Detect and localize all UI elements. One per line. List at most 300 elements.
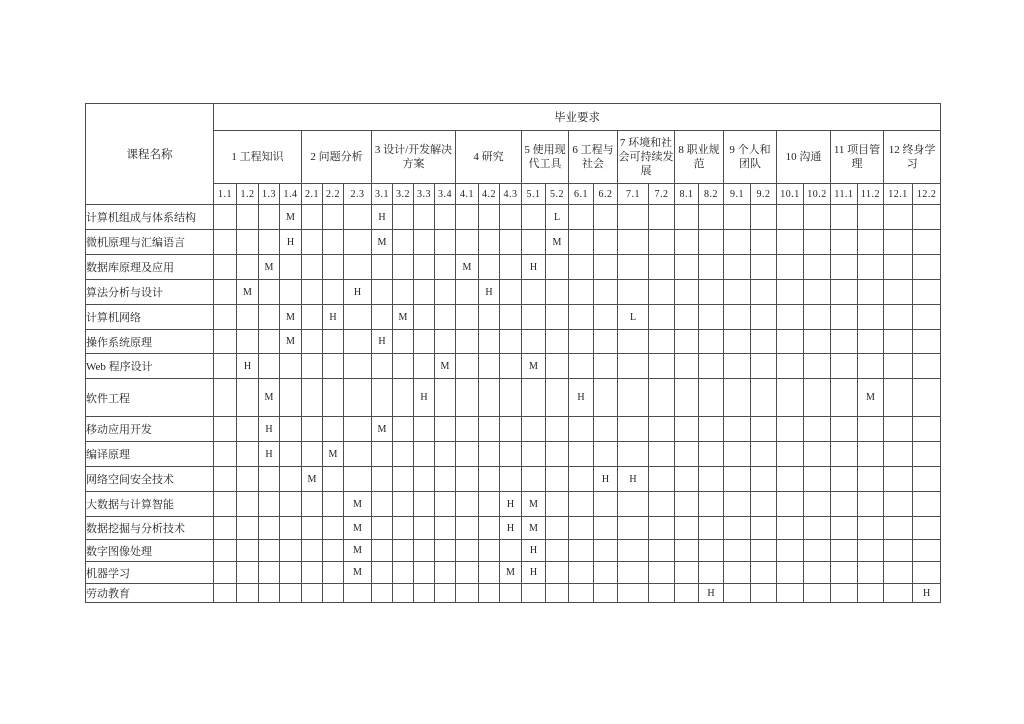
mark-cell-5.1: H (522, 255, 546, 280)
empty-cell-12.2 (913, 417, 941, 442)
empty-cell-9.2 (751, 562, 777, 584)
subcol-header-3.3: 3.3 (414, 184, 435, 205)
subcol-header-2.3: 2.3 (344, 184, 372, 205)
empty-cell-5.2 (546, 330, 569, 354)
empty-cell-10.2 (804, 562, 831, 584)
subcol-header-8.1: 8.1 (675, 184, 699, 205)
empty-cell-5.2 (546, 255, 569, 280)
course-name-cell: 数据库原理及应用 (86, 255, 214, 280)
empty-cell-9.2 (751, 442, 777, 467)
empty-cell-3.4 (435, 255, 456, 280)
empty-cell-2.1 (302, 230, 323, 255)
empty-cell-3.1 (372, 540, 393, 562)
mark-cell-1.3: M (259, 379, 280, 417)
empty-cell-7.2 (649, 442, 675, 467)
group-header-9: 9 个人和团队 (724, 131, 777, 184)
empty-cell-5.2 (546, 280, 569, 305)
empty-cell-3.3 (414, 417, 435, 442)
empty-cell-12.2 (913, 540, 941, 562)
empty-cell-3.3 (414, 584, 435, 603)
group-header-12: 12 终身学习 (884, 131, 941, 184)
empty-cell-9.1 (724, 230, 751, 255)
empty-cell-8.2 (699, 330, 724, 354)
course-requirements-matrix (85, 103, 941, 603)
empty-cell-5.2 (546, 467, 569, 492)
subcol-header-3.2: 3.2 (393, 184, 414, 205)
empty-cell-10.1 (777, 205, 804, 230)
empty-cell-9.2 (751, 305, 777, 330)
subcolumn-header-row (86, 184, 941, 205)
empty-cell-1.2 (237, 205, 259, 230)
table-row (86, 492, 941, 517)
empty-cell-4.2 (479, 562, 500, 584)
group-header-5: 5 使用现代工具 (522, 131, 569, 184)
empty-cell-3.2 (393, 584, 414, 603)
empty-cell-8.1 (675, 330, 699, 354)
empty-cell-6.2 (594, 379, 618, 417)
empty-cell-7.2 (649, 305, 675, 330)
empty-cell-2.1 (302, 255, 323, 280)
empty-cell-2.2 (323, 467, 344, 492)
empty-cell-7.1 (618, 379, 649, 417)
empty-cell-8.2 (699, 417, 724, 442)
subcol-header-9.2: 9.2 (751, 184, 777, 205)
course-name-cell: 数字图像处理 (86, 540, 214, 562)
empty-cell-5.2 (546, 379, 569, 417)
empty-cell-9.2 (751, 354, 777, 379)
empty-cell-10.2 (804, 280, 831, 305)
empty-cell-4.1 (456, 354, 479, 379)
empty-cell-11.1 (831, 280, 858, 305)
empty-cell-4.2 (479, 205, 500, 230)
empty-cell-8.2 (699, 492, 724, 517)
empty-cell-6.1 (569, 230, 594, 255)
empty-cell-7.2 (649, 354, 675, 379)
empty-cell-11.2 (858, 517, 884, 540)
group-header-row (86, 131, 941, 184)
empty-cell-12.1 (884, 230, 913, 255)
empty-cell-3.4 (435, 230, 456, 255)
empty-cell-5.2 (546, 584, 569, 603)
course-name-cell: Web 程序设计 (86, 354, 214, 379)
empty-cell-1.2 (237, 417, 259, 442)
subcol-header-2.2: 2.2 (323, 184, 344, 205)
empty-cell-2.1 (302, 354, 323, 379)
table-row (86, 517, 941, 540)
mark-cell-7.1: L (618, 305, 649, 330)
empty-cell-8.1 (675, 305, 699, 330)
empty-cell-12.2 (913, 280, 941, 305)
mark-cell-5.2: M (546, 230, 569, 255)
subcol-header-10.2: 10.2 (804, 184, 831, 205)
empty-cell-7.1 (618, 230, 649, 255)
empty-cell-8.1 (675, 205, 699, 230)
empty-cell-3.2 (393, 417, 414, 442)
empty-cell-12.1 (884, 280, 913, 305)
empty-cell-1.3 (259, 584, 280, 603)
empty-cell-2.2 (323, 280, 344, 305)
empty-cell-1.1 (214, 205, 237, 230)
empty-cell-2.2 (323, 255, 344, 280)
empty-cell-6.1 (569, 205, 594, 230)
empty-cell-7.2 (649, 467, 675, 492)
mark-cell-4.2: H (479, 280, 500, 305)
empty-cell-3.3 (414, 230, 435, 255)
empty-cell-1.4 (280, 379, 302, 417)
empty-cell-1.4 (280, 517, 302, 540)
mark-cell-3.1: H (372, 330, 393, 354)
empty-cell-9.2 (751, 467, 777, 492)
empty-cell-1.4 (280, 467, 302, 492)
empty-cell-5.1 (522, 584, 546, 603)
subcol-header-10.1: 10.1 (777, 184, 804, 205)
empty-cell-1.4 (280, 442, 302, 467)
subcol-header-1.3: 1.3 (259, 184, 280, 205)
empty-cell-1.3 (259, 230, 280, 255)
empty-cell-5.2 (546, 354, 569, 379)
empty-cell-2.2 (323, 517, 344, 540)
empty-cell-12.1 (884, 584, 913, 603)
subcol-header-4.3: 4.3 (500, 184, 522, 205)
empty-cell-3.3 (414, 442, 435, 467)
empty-cell-9.1 (724, 354, 751, 379)
group-header-1: 1 工程知识 (214, 131, 302, 184)
empty-cell-2.1 (302, 305, 323, 330)
empty-cell-4.3 (500, 230, 522, 255)
empty-cell-11.1 (831, 442, 858, 467)
empty-cell-12.1 (884, 379, 913, 417)
empty-cell-1.2 (237, 305, 259, 330)
empty-cell-4.1 (456, 540, 479, 562)
empty-cell-8.2 (699, 305, 724, 330)
course-name-cell: 网络空间安全技术 (86, 467, 214, 492)
empty-cell-6.2 (594, 255, 618, 280)
empty-cell-12.2 (913, 255, 941, 280)
empty-cell-9.1 (724, 584, 751, 603)
empty-cell-6.2 (594, 562, 618, 584)
empty-cell-9.2 (751, 280, 777, 305)
empty-cell-2.1 (302, 492, 323, 517)
empty-cell-1.4 (280, 492, 302, 517)
empty-cell-6.1 (569, 354, 594, 379)
empty-cell-4.2 (479, 230, 500, 255)
empty-cell-1.4 (280, 417, 302, 442)
mark-cell-5.2: L (546, 205, 569, 230)
empty-cell-6.2 (594, 280, 618, 305)
empty-cell-9.2 (751, 255, 777, 280)
table-row (86, 584, 941, 603)
empty-cell-4.3 (500, 540, 522, 562)
empty-cell-1.4 (280, 280, 302, 305)
empty-cell-9.1 (724, 330, 751, 354)
empty-cell-9.1 (724, 305, 751, 330)
empty-cell-3.2 (393, 330, 414, 354)
empty-cell-12.1 (884, 467, 913, 492)
empty-cell-3.2 (393, 379, 414, 417)
empty-cell-12.1 (884, 255, 913, 280)
course-name-cell: 劳动教育 (86, 584, 214, 603)
empty-cell-1.1 (214, 467, 237, 492)
empty-cell-3.1 (372, 442, 393, 467)
empty-cell-3.3 (414, 492, 435, 517)
empty-cell-4.2 (479, 517, 500, 540)
empty-cell-5.2 (546, 492, 569, 517)
empty-cell-7.2 (649, 230, 675, 255)
empty-cell-10.1 (777, 280, 804, 305)
empty-cell-4.1 (456, 379, 479, 417)
empty-cell-12.2 (913, 379, 941, 417)
empty-cell-8.2 (699, 517, 724, 540)
empty-cell-4.2 (479, 255, 500, 280)
empty-cell-7.2 (649, 584, 675, 603)
empty-cell-1.1 (214, 584, 237, 603)
empty-cell-4.1 (456, 280, 479, 305)
empty-cell-9.2 (751, 330, 777, 354)
empty-cell-5.2 (546, 442, 569, 467)
empty-cell-4.1 (456, 230, 479, 255)
mark-cell-6.2: H (594, 467, 618, 492)
empty-cell-3.1 (372, 467, 393, 492)
empty-cell-12.2 (913, 517, 941, 540)
empty-cell-11.2 (858, 255, 884, 280)
empty-cell-6.1 (569, 280, 594, 305)
empty-cell-3.1 (372, 354, 393, 379)
empty-cell-2.2 (323, 330, 344, 354)
empty-cell-12.2 (913, 205, 941, 230)
empty-cell-4.3 (500, 442, 522, 467)
empty-cell-8.2 (699, 442, 724, 467)
empty-cell-11.1 (831, 330, 858, 354)
empty-cell-11.2 (858, 442, 884, 467)
empty-cell-9.2 (751, 205, 777, 230)
empty-cell-3.4 (435, 540, 456, 562)
empty-cell-3.1 (372, 517, 393, 540)
empty-cell-3.2 (393, 492, 414, 517)
empty-cell-9.1 (724, 205, 751, 230)
mark-cell-1.4: M (280, 205, 302, 230)
empty-cell-11.1 (831, 255, 858, 280)
empty-cell-3.1 (372, 305, 393, 330)
empty-cell-11.1 (831, 540, 858, 562)
empty-cell-3.4 (435, 205, 456, 230)
empty-cell-5.1 (522, 467, 546, 492)
empty-cell-2.3 (344, 205, 372, 230)
group-header-10: 10 沟通 (777, 131, 831, 184)
empty-cell-2.2 (323, 562, 344, 584)
empty-cell-4.3 (500, 467, 522, 492)
empty-cell-4.2 (479, 584, 500, 603)
empty-cell-6.2 (594, 417, 618, 442)
empty-cell-12.2 (913, 330, 941, 354)
empty-cell-3.3 (414, 517, 435, 540)
empty-cell-2.3 (344, 330, 372, 354)
empty-cell-8.1 (675, 417, 699, 442)
empty-cell-1.4 (280, 255, 302, 280)
empty-cell-6.1 (569, 492, 594, 517)
mark-cell-2.1: M (302, 467, 323, 492)
empty-cell-2.3 (344, 255, 372, 280)
empty-cell-2.1 (302, 584, 323, 603)
table-row (86, 467, 941, 492)
course-name-cell: 移动应用开发 (86, 417, 214, 442)
empty-cell-10.2 (804, 442, 831, 467)
empty-cell-3.3 (414, 330, 435, 354)
empty-cell-6.1 (569, 584, 594, 603)
mark-cell-3.1: M (372, 230, 393, 255)
empty-cell-1.3 (259, 330, 280, 354)
empty-cell-3.3 (414, 205, 435, 230)
mark-cell-1.2: M (237, 280, 259, 305)
mark-cell-3.4: M (435, 354, 456, 379)
empty-cell-5.1 (522, 417, 546, 442)
empty-cell-7.1 (618, 540, 649, 562)
mark-cell-2.3: H (344, 280, 372, 305)
empty-cell-3.1 (372, 584, 393, 603)
empty-cell-7.1 (618, 517, 649, 540)
empty-cell-1.2 (237, 330, 259, 354)
empty-cell-1.2 (237, 517, 259, 540)
empty-cell-3.4 (435, 517, 456, 540)
empty-cell-10.2 (804, 467, 831, 492)
empty-cell-3.4 (435, 584, 456, 603)
empty-cell-3.2 (393, 255, 414, 280)
empty-cell-9.2 (751, 230, 777, 255)
table-row (86, 442, 941, 467)
empty-cell-8.1 (675, 467, 699, 492)
subcol-header-5.2: 5.2 (546, 184, 569, 205)
empty-cell-12.2 (913, 354, 941, 379)
empty-cell-11.2 (858, 230, 884, 255)
mark-cell-1.4: H (280, 230, 302, 255)
empty-cell-4.1 (456, 442, 479, 467)
empty-cell-10.1 (777, 584, 804, 603)
empty-cell-7.2 (649, 280, 675, 305)
empty-cell-11.2 (858, 417, 884, 442)
empty-cell-10.2 (804, 205, 831, 230)
empty-cell-8.1 (675, 280, 699, 305)
empty-cell-5.1 (522, 305, 546, 330)
mark-cell-3.1: M (372, 417, 393, 442)
empty-cell-1.3 (259, 354, 280, 379)
table-row (86, 540, 941, 562)
empty-cell-5.2 (546, 417, 569, 442)
mark-cell-2.2: M (323, 442, 344, 467)
empty-cell-12.1 (884, 305, 913, 330)
empty-cell-9.1 (724, 417, 751, 442)
empty-cell-8.1 (675, 492, 699, 517)
empty-cell-4.2 (479, 330, 500, 354)
empty-cell-1.2 (237, 492, 259, 517)
empty-cell-10.2 (804, 230, 831, 255)
mark-cell-2.3: M (344, 492, 372, 517)
empty-cell-4.2 (479, 417, 500, 442)
empty-cell-11.2 (858, 205, 884, 230)
mark-cell-5.1: M (522, 517, 546, 540)
empty-cell-9.2 (751, 584, 777, 603)
course-name-cell: 计算机组成与体系结构 (86, 205, 214, 230)
graduation-requirements-header: 毕业要求 (214, 104, 941, 131)
empty-cell-7.1 (618, 205, 649, 230)
empty-cell-7.2 (649, 417, 675, 442)
empty-cell-9.2 (751, 417, 777, 442)
empty-cell-11.1 (831, 230, 858, 255)
empty-cell-11.1 (831, 417, 858, 442)
empty-cell-8.1 (675, 255, 699, 280)
empty-cell-1.2 (237, 584, 259, 603)
empty-cell-3.3 (414, 540, 435, 562)
subcol-header-12.1: 12.1 (884, 184, 913, 205)
empty-cell-5.1 (522, 330, 546, 354)
empty-cell-3.2 (393, 280, 414, 305)
empty-cell-4.3 (500, 417, 522, 442)
empty-cell-2.1 (302, 442, 323, 467)
empty-cell-6.2 (594, 205, 618, 230)
empty-cell-10.1 (777, 379, 804, 417)
empty-cell-4.3 (500, 354, 522, 379)
empty-cell-12.1 (884, 442, 913, 467)
subcol-header-1.1: 1.1 (214, 184, 237, 205)
empty-cell-6.2 (594, 330, 618, 354)
empty-cell-11.1 (831, 562, 858, 584)
empty-cell-2.3 (344, 230, 372, 255)
empty-cell-1.4 (280, 354, 302, 379)
empty-cell-4.3 (500, 305, 522, 330)
empty-cell-10.2 (804, 379, 831, 417)
empty-cell-8.2 (699, 467, 724, 492)
empty-cell-9.1 (724, 379, 751, 417)
empty-cell-9.1 (724, 540, 751, 562)
empty-cell-12.2 (913, 305, 941, 330)
empty-cell-1.3 (259, 305, 280, 330)
empty-cell-7.2 (649, 205, 675, 230)
empty-cell-3.1 (372, 280, 393, 305)
empty-cell-4.3 (500, 205, 522, 230)
mark-cell-1.3: H (259, 417, 280, 442)
empty-cell-2.2 (323, 379, 344, 417)
empty-cell-3.2 (393, 467, 414, 492)
course-name-cell: 计算机网络 (86, 305, 214, 330)
course-name-cell: 微机原理与汇编语言 (86, 230, 214, 255)
subcol-header-5.1: 5.1 (522, 184, 546, 205)
course-name-cell: 软件工程 (86, 379, 214, 417)
empty-cell-7.1 (618, 562, 649, 584)
subcol-header-1.4: 1.4 (280, 184, 302, 205)
empty-cell-11.2 (858, 280, 884, 305)
empty-cell-11.2 (858, 354, 884, 379)
subcol-header-6.1: 6.1 (569, 184, 594, 205)
empty-cell-4.1 (456, 584, 479, 603)
empty-cell-2.1 (302, 540, 323, 562)
subcol-header-6.2: 6.2 (594, 184, 618, 205)
empty-cell-3.4 (435, 442, 456, 467)
mark-cell-6.1: H (569, 379, 594, 417)
empty-cell-1.2 (237, 442, 259, 467)
empty-cell-3.2 (393, 540, 414, 562)
subcol-header-2.1: 2.1 (302, 184, 323, 205)
empty-cell-3.3 (414, 467, 435, 492)
empty-cell-10.1 (777, 540, 804, 562)
empty-cell-6.1 (569, 305, 594, 330)
empty-cell-10.2 (804, 540, 831, 562)
empty-cell-2.1 (302, 417, 323, 442)
mark-cell-2.3: M (344, 517, 372, 540)
empty-cell-9.2 (751, 492, 777, 517)
empty-cell-10.2 (804, 584, 831, 603)
empty-cell-3.4 (435, 305, 456, 330)
course-name-cell: 编译原理 (86, 442, 214, 467)
empty-cell-10.2 (804, 517, 831, 540)
empty-cell-4.2 (479, 442, 500, 467)
